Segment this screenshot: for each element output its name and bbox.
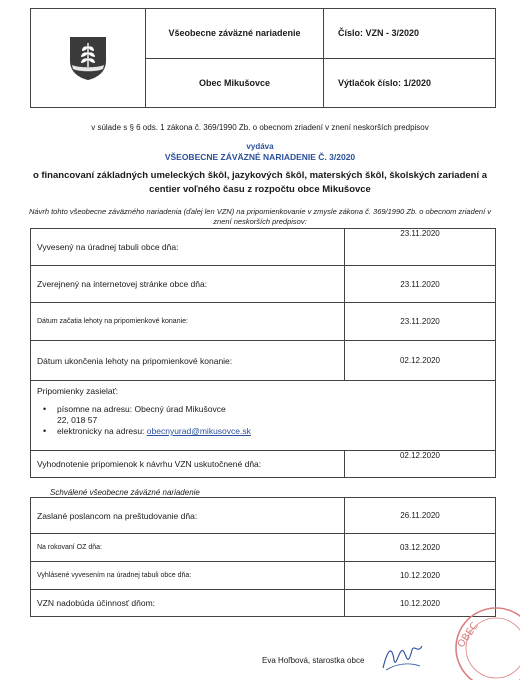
comments-label: Pripomienky zasielať: <box>37 386 119 396</box>
crest-cell <box>31 9 146 108</box>
approved-caption: Schválené všeobecne záväzné nariadenie <box>50 488 200 497</box>
handwritten-signature-icon <box>380 640 426 674</box>
row-value: 03.12.2020 <box>345 534 496 562</box>
draft-note: Návrh tohto všeobecne záväzného nariadenia (ďalej len VZN) na pripomienkovanie v zmysle zákona č. 369/1990 Zb. o obecnom zriadení v znení neskorších predpisov: <box>28 207 492 226</box>
table-row <box>31 341 496 381</box>
comments-cell <box>31 381 496 451</box>
copy-cell <box>324 58 496 108</box>
list-item <box>37 404 495 426</box>
number-cell <box>324 9 496 59</box>
row-value: 23.11.2020 <box>345 229 496 266</box>
table-row <box>31 229 496 266</box>
signature-line: Eva Hoľbová, starostka obce <box>262 656 365 665</box>
row-label: Vyhodnotenie pripomienok k návrhu VZN uskutočnené dňa: <box>31 451 345 478</box>
doc-number: Číslo: VZN - 3/2020 <box>338 28 420 39</box>
row-value: 23.11.2020 <box>345 303 496 341</box>
doc-type: Všeobecne záväzné nariadenie <box>168 28 301 39</box>
row-label: VZN nadobúda účinnosť dňom: <box>31 590 345 617</box>
row-label: Dátum začatia lehoty na pripomienkové konanie: <box>31 303 345 341</box>
draft-table <box>30 228 496 478</box>
table-row <box>31 266 496 303</box>
row-label: Zaslané poslancom na preštudovanie dňa: <box>31 498 345 534</box>
approved-table <box>30 497 496 617</box>
comments-list <box>37 404 495 437</box>
comments-row <box>31 381 496 451</box>
row-value: 02.12.2020 <box>345 451 496 478</box>
row-label: Dátum ukončenia lehoty na pripomienkové konanie: <box>31 341 345 381</box>
regulation-subject: o financovaní základných umeleckých škôl, jazykových škôl, materských škôl, školských zariadení a centier voľného času z rozpočtu obce Mikušovce <box>32 170 488 195</box>
municipal-crest-icon <box>68 35 108 81</box>
regulation-title: VŠEOBECNE ZÁVÄZNÉ NARIADENIE Č. 3/2020 <box>164 152 356 162</box>
table-row <box>31 590 496 617</box>
row-value: 02.12.2020 <box>345 341 496 381</box>
doc-type-cell <box>146 9 324 59</box>
table-row <box>31 534 496 562</box>
list-item <box>37 426 495 437</box>
email-link[interactable]: obecnyurad@mikusovce.sk <box>146 426 251 436</box>
legal-basis: v súlade s § 6 ods. 1 zákona č. 369/1990 Zb. o obecnom zriadení v znení neskorších predpisov <box>91 123 429 132</box>
copy-number: Výtlačok číslo: 1/2020 <box>338 77 432 88</box>
row-label: Na rokovaní OZ dňa: <box>31 534 345 562</box>
municipality-name: Obec Mikušovce <box>198 77 271 88</box>
issues-line: vydáva <box>246 142 274 151</box>
row-label: Zverejnený na internetovej stránke obce dňa: <box>31 266 345 303</box>
table-row <box>31 498 496 534</box>
table-row <box>31 303 496 341</box>
header-table <box>30 8 496 108</box>
post-address-zip: 22, 018 57 <box>57 415 98 425</box>
row-value: 26.11.2020 <box>345 498 496 534</box>
row-label: Vyvesený na úradnej tabuli obce dňa: <box>31 229 345 266</box>
municipality-cell <box>146 58 324 108</box>
stamp-text: OBEC <box>455 620 481 650</box>
row-value: 10.12.2020 <box>345 562 496 590</box>
official-stamp-icon <box>448 600 520 680</box>
email-label: elektronicky na adresu: <box>57 426 145 436</box>
row-value: 10.12.2020 <box>345 590 496 617</box>
post-address: písomne na adresu: Obecný úrad Mikušovce <box>57 404 226 414</box>
row-label: Vyhlásené vyvesením na úradnej tabuli obce dňa: <box>31 562 345 590</box>
row-value: 23.11.2020 <box>345 266 496 303</box>
table-row <box>31 562 496 590</box>
table-row <box>31 451 496 478</box>
